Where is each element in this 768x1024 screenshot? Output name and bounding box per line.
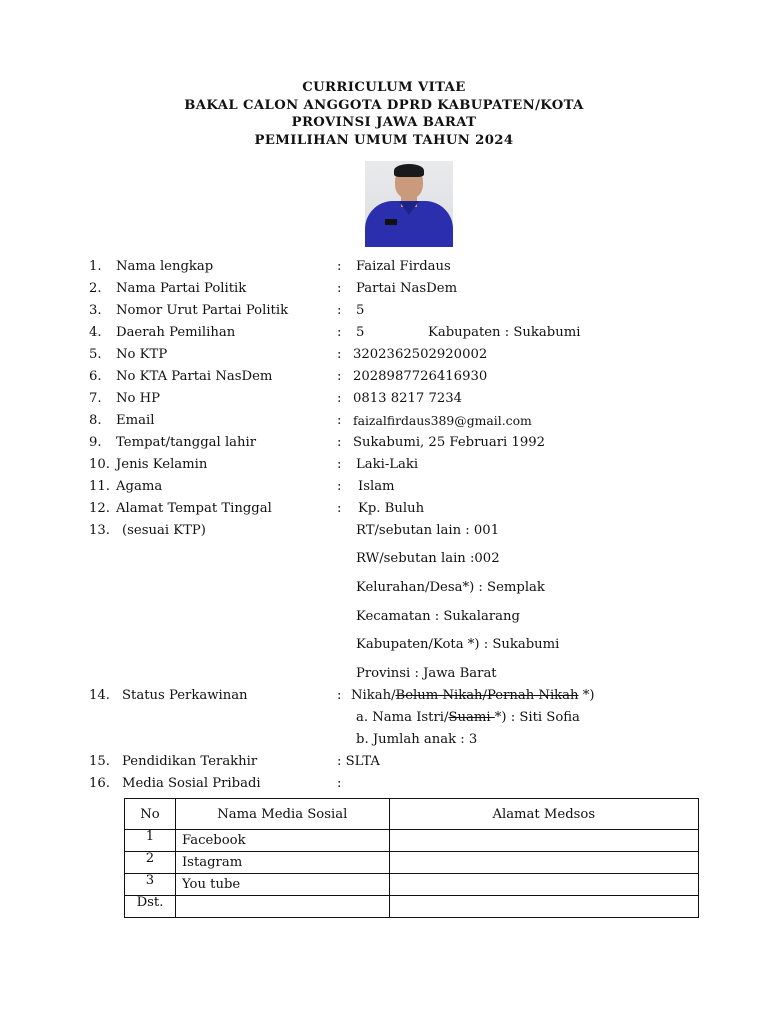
field-label: Status Perkawinan — [122, 688, 248, 703]
field-colon: : — [337, 501, 342, 516]
field-label: Alamat Tempat Tinggal — [116, 501, 272, 516]
field-value: Faizal Firdaus — [356, 259, 451, 274]
field-colon: : — [337, 369, 342, 384]
field-number: 11. — [89, 479, 110, 494]
field-number: 8. — [89, 413, 102, 428]
field-colon: : — [337, 435, 342, 450]
field-label: Email — [116, 413, 155, 428]
field-number: 6. — [89, 369, 102, 384]
field-number: 3. — [89, 303, 102, 318]
field-label: Pendidikan Terakhir — [122, 754, 258, 769]
field-label: Nama Partai Politik — [116, 281, 247, 296]
candidate-photo — [365, 161, 453, 247]
marital-suffix: *) — [578, 688, 595, 703]
field-value: faizalfirdaus389@gmail.com — [353, 413, 532, 428]
field-label: Tempat/tanggal lahir — [116, 435, 257, 450]
field-colon: : — [337, 347, 342, 362]
header-province: PROVINSI JAWA BARAT — [291, 115, 477, 130]
field-colon: : — [337, 281, 342, 296]
field-value: 5 — [356, 325, 365, 340]
field-value-regency: Kabupaten : Sukabumi — [428, 325, 581, 340]
field-value: Kp. Buluh — [358, 501, 425, 516]
field-label: (sesuai KTP) — [122, 523, 206, 538]
field-number: 13. — [89, 523, 110, 538]
header-election: PEMILIHAN UMUM TAHUN 2024 — [254, 132, 514, 148]
field-colon: : — [337, 688, 342, 703]
row-media-name: You tube — [175, 874, 389, 896]
field-number: 12. — [89, 501, 110, 516]
field-value: : SLTA — [337, 754, 380, 769]
photo-badge — [385, 219, 397, 225]
field-value: 2028987726416930 — [353, 369, 488, 384]
spouse-struck: Suami — [448, 710, 495, 725]
social-media-table — [124, 798, 699, 918]
address-rw: RW/sebutan lain :002 — [356, 551, 500, 566]
field-value: Laki-Laki — [356, 457, 419, 472]
field-label: No KTP — [116, 347, 168, 362]
field-colon: : — [337, 259, 342, 274]
field-number: 16. — [89, 776, 110, 791]
row-no: Dst. — [125, 896, 176, 918]
address-kabupaten: Kabupaten/Kota *) : Sukabumi — [356, 637, 560, 652]
children-count: b. Jumlah anak : 3 — [356, 732, 478, 747]
row-media-name: Facebook — [175, 830, 389, 852]
field-colon: : — [337, 391, 342, 406]
header-media-address: Alamat Medsos — [389, 799, 698, 830]
field-value: Sukabumi, 25 Februari 1992 — [353, 435, 546, 450]
spouse-name — [356, 709, 580, 727]
field-value: 0813 8217 7234 — [353, 391, 463, 406]
header-title: CURRICULUM VITAE — [302, 80, 466, 95]
field-label: Media Sosial Pribadi — [122, 776, 261, 791]
field-colon: : — [337, 325, 342, 340]
field-label: No HP — [116, 391, 161, 406]
header-subtitle: BAKAL CALON ANGGOTA DPRD KABUPATEN/KOTA — [184, 97, 584, 113]
field-number: 5. — [89, 347, 102, 362]
field-colon: : — [337, 457, 342, 472]
field-value: 3202362502920002 — [353, 347, 488, 362]
table-row — [125, 874, 699, 896]
field-label: Agama — [116, 479, 163, 494]
field-number: 9. — [89, 435, 102, 450]
field-value: Islam — [358, 479, 395, 494]
field-colon: : — [337, 303, 342, 318]
table-row — [125, 830, 699, 852]
spouse-suffix: *) : Siti Sofia — [494, 710, 580, 725]
field-label: No KTA Partai NasDem — [116, 369, 273, 384]
address-rt: RT/sebutan lain : 001 — [356, 523, 500, 538]
photo-hair — [394, 164, 424, 177]
field-number: 7. — [89, 391, 102, 406]
field-label: Nama lengkap — [116, 259, 214, 274]
table-row — [125, 852, 699, 874]
table-header-row — [125, 799, 699, 830]
row-media-address — [389, 830, 698, 852]
row-no: 3 — [125, 874, 176, 896]
field-value: 5 — [356, 303, 365, 318]
row-media-name: Istagram — [175, 852, 389, 874]
spouse-prefix: a. Nama Istri/ — [356, 710, 449, 725]
field-colon: : — [337, 479, 342, 494]
field-label: Nomor Urut Partai Politik — [116, 303, 289, 318]
field-number: 1. — [89, 259, 102, 274]
row-media-address — [389, 896, 698, 918]
field-number: 14. — [89, 688, 110, 703]
field-colon: : — [337, 413, 342, 428]
field-number: 10. — [89, 457, 110, 472]
row-media-name — [175, 896, 389, 918]
row-media-address — [389, 874, 698, 896]
header-media-name: Nama Media Sosial — [175, 799, 389, 830]
field-number: 2. — [89, 281, 102, 296]
address-provinsi: Provinsi : Jawa Barat — [356, 666, 497, 681]
field-label: Daerah Pemilihan — [116, 325, 236, 340]
field-number: 4. — [89, 325, 102, 340]
address-kelurahan: Kelurahan/Desa*) : Semplak — [356, 580, 545, 595]
field-number: 15. — [89, 754, 110, 769]
header-no: No — [125, 799, 176, 830]
marital-prefix: Nikah/ — [351, 688, 396, 703]
field-value: Partai NasDem — [356, 281, 458, 296]
row-no: 1 — [125, 830, 176, 852]
document-header — [0, 79, 768, 149]
table-row — [125, 896, 699, 918]
address-kecamatan: Kecamatan : Sukalarang — [356, 609, 520, 624]
row-media-address — [389, 852, 698, 874]
marital-value — [351, 687, 594, 705]
field-colon: : — [337, 776, 342, 791]
row-no: 2 — [125, 852, 176, 874]
marital-struck: Belum Nikah/Pernah Nikah — [395, 688, 579, 703]
field-label: Jenis Kelamin — [116, 457, 208, 472]
